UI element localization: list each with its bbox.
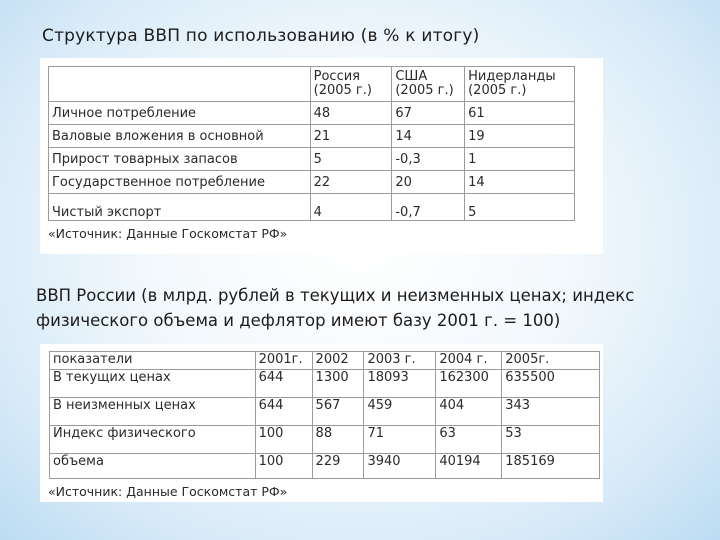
table-cell: 100	[255, 426, 312, 454]
table-cell: 22	[310, 171, 392, 194]
gdp-structure-table	[48, 66, 575, 221]
table2-title: ВВП России (в млрд. рублей в текущих и неизменных ценах; индекс физического объема и дефлятор имеют базу 2001 г. = 100)	[36, 286, 635, 330]
table-cell: 635500	[502, 370, 600, 398]
header-cell	[49, 67, 311, 102]
table-row	[50, 398, 600, 426]
table-cell: 67	[392, 102, 465, 125]
table-cell: 229	[312, 454, 364, 479]
table-cell: 5	[310, 148, 392, 171]
header-cell: 2005г.	[502, 352, 600, 370]
table-cell: 48	[310, 102, 392, 125]
header-cell: 2002	[312, 352, 364, 370]
table-cell: 14	[392, 125, 465, 148]
table-cell: 100	[255, 454, 312, 479]
table-row	[50, 370, 600, 398]
table-cell: 5	[465, 194, 575, 221]
table-cell: 1	[465, 148, 575, 171]
table-header-row	[50, 352, 600, 370]
table-cell: 40194	[436, 454, 502, 479]
table-row	[49, 194, 575, 221]
table-cell: 14	[465, 171, 575, 194]
table-cell: 61	[465, 102, 575, 125]
source-note: «Источник: Данные Госкомстат РФ»	[48, 484, 288, 499]
table2-panel	[40, 344, 603, 502]
source-note: «Источник: Данные Госкомстат РФ»	[48, 226, 288, 241]
table-cell: 88	[312, 426, 364, 454]
table-cell: 185169	[502, 454, 600, 479]
row-label: Личное потребление	[49, 102, 311, 125]
table-cell: 71	[364, 426, 436, 454]
row-label: Чистый экспорт	[49, 194, 311, 221]
table1-title: Структура ВВП по использованию (в % к итогу)	[42, 26, 480, 46]
table-cell: 21	[310, 125, 392, 148]
row-label: Государственное потребление	[49, 171, 311, 194]
table-cell: -0,3	[392, 148, 465, 171]
row-label: В текущих ценах	[50, 370, 256, 398]
table-row	[50, 426, 600, 454]
row-label: Валовые вложения в основной	[49, 125, 311, 148]
table-cell: 162300	[436, 370, 502, 398]
header-cell: 2001г.	[255, 352, 312, 370]
row-label: объема	[50, 454, 256, 479]
header-cell: Нидерланды (2005 г.)	[465, 67, 575, 102]
table-row	[49, 102, 575, 125]
table-header-row	[49, 67, 575, 102]
table-row	[49, 171, 575, 194]
row-label: В неизменных ценах	[50, 398, 256, 426]
table-cell: 4	[310, 194, 392, 221]
table1-panel	[40, 58, 603, 254]
table-cell: 343	[502, 398, 600, 426]
header-cell: 2003 г.	[364, 352, 436, 370]
table-cell: 459	[364, 398, 436, 426]
table-cell: 404	[436, 398, 502, 426]
header-cell: показатели	[50, 352, 256, 370]
header-cell: 2004 г.	[436, 352, 502, 370]
table-cell: 1300	[312, 370, 364, 398]
table-cell: 19	[465, 125, 575, 148]
table-cell: 53	[502, 426, 600, 454]
table-row	[49, 148, 575, 171]
header-cell: Россия (2005 г.)	[310, 67, 392, 102]
table-cell: 3940	[364, 454, 436, 479]
table-cell: 567	[312, 398, 364, 426]
table-row	[49, 125, 575, 148]
row-label: Прирост товарных запасов	[49, 148, 311, 171]
gdp-russia-table	[49, 351, 600, 479]
table-cell: -0,7	[392, 194, 465, 221]
table-cell: 18093	[364, 370, 436, 398]
table-row	[50, 454, 600, 479]
header-cell: США (2005 г.)	[392, 67, 465, 102]
table-cell: 644	[255, 398, 312, 426]
table-cell: 644	[255, 370, 312, 398]
row-label: Индекс физического	[50, 426, 256, 454]
table-cell: 63	[436, 426, 502, 454]
table-cell: 20	[392, 171, 465, 194]
